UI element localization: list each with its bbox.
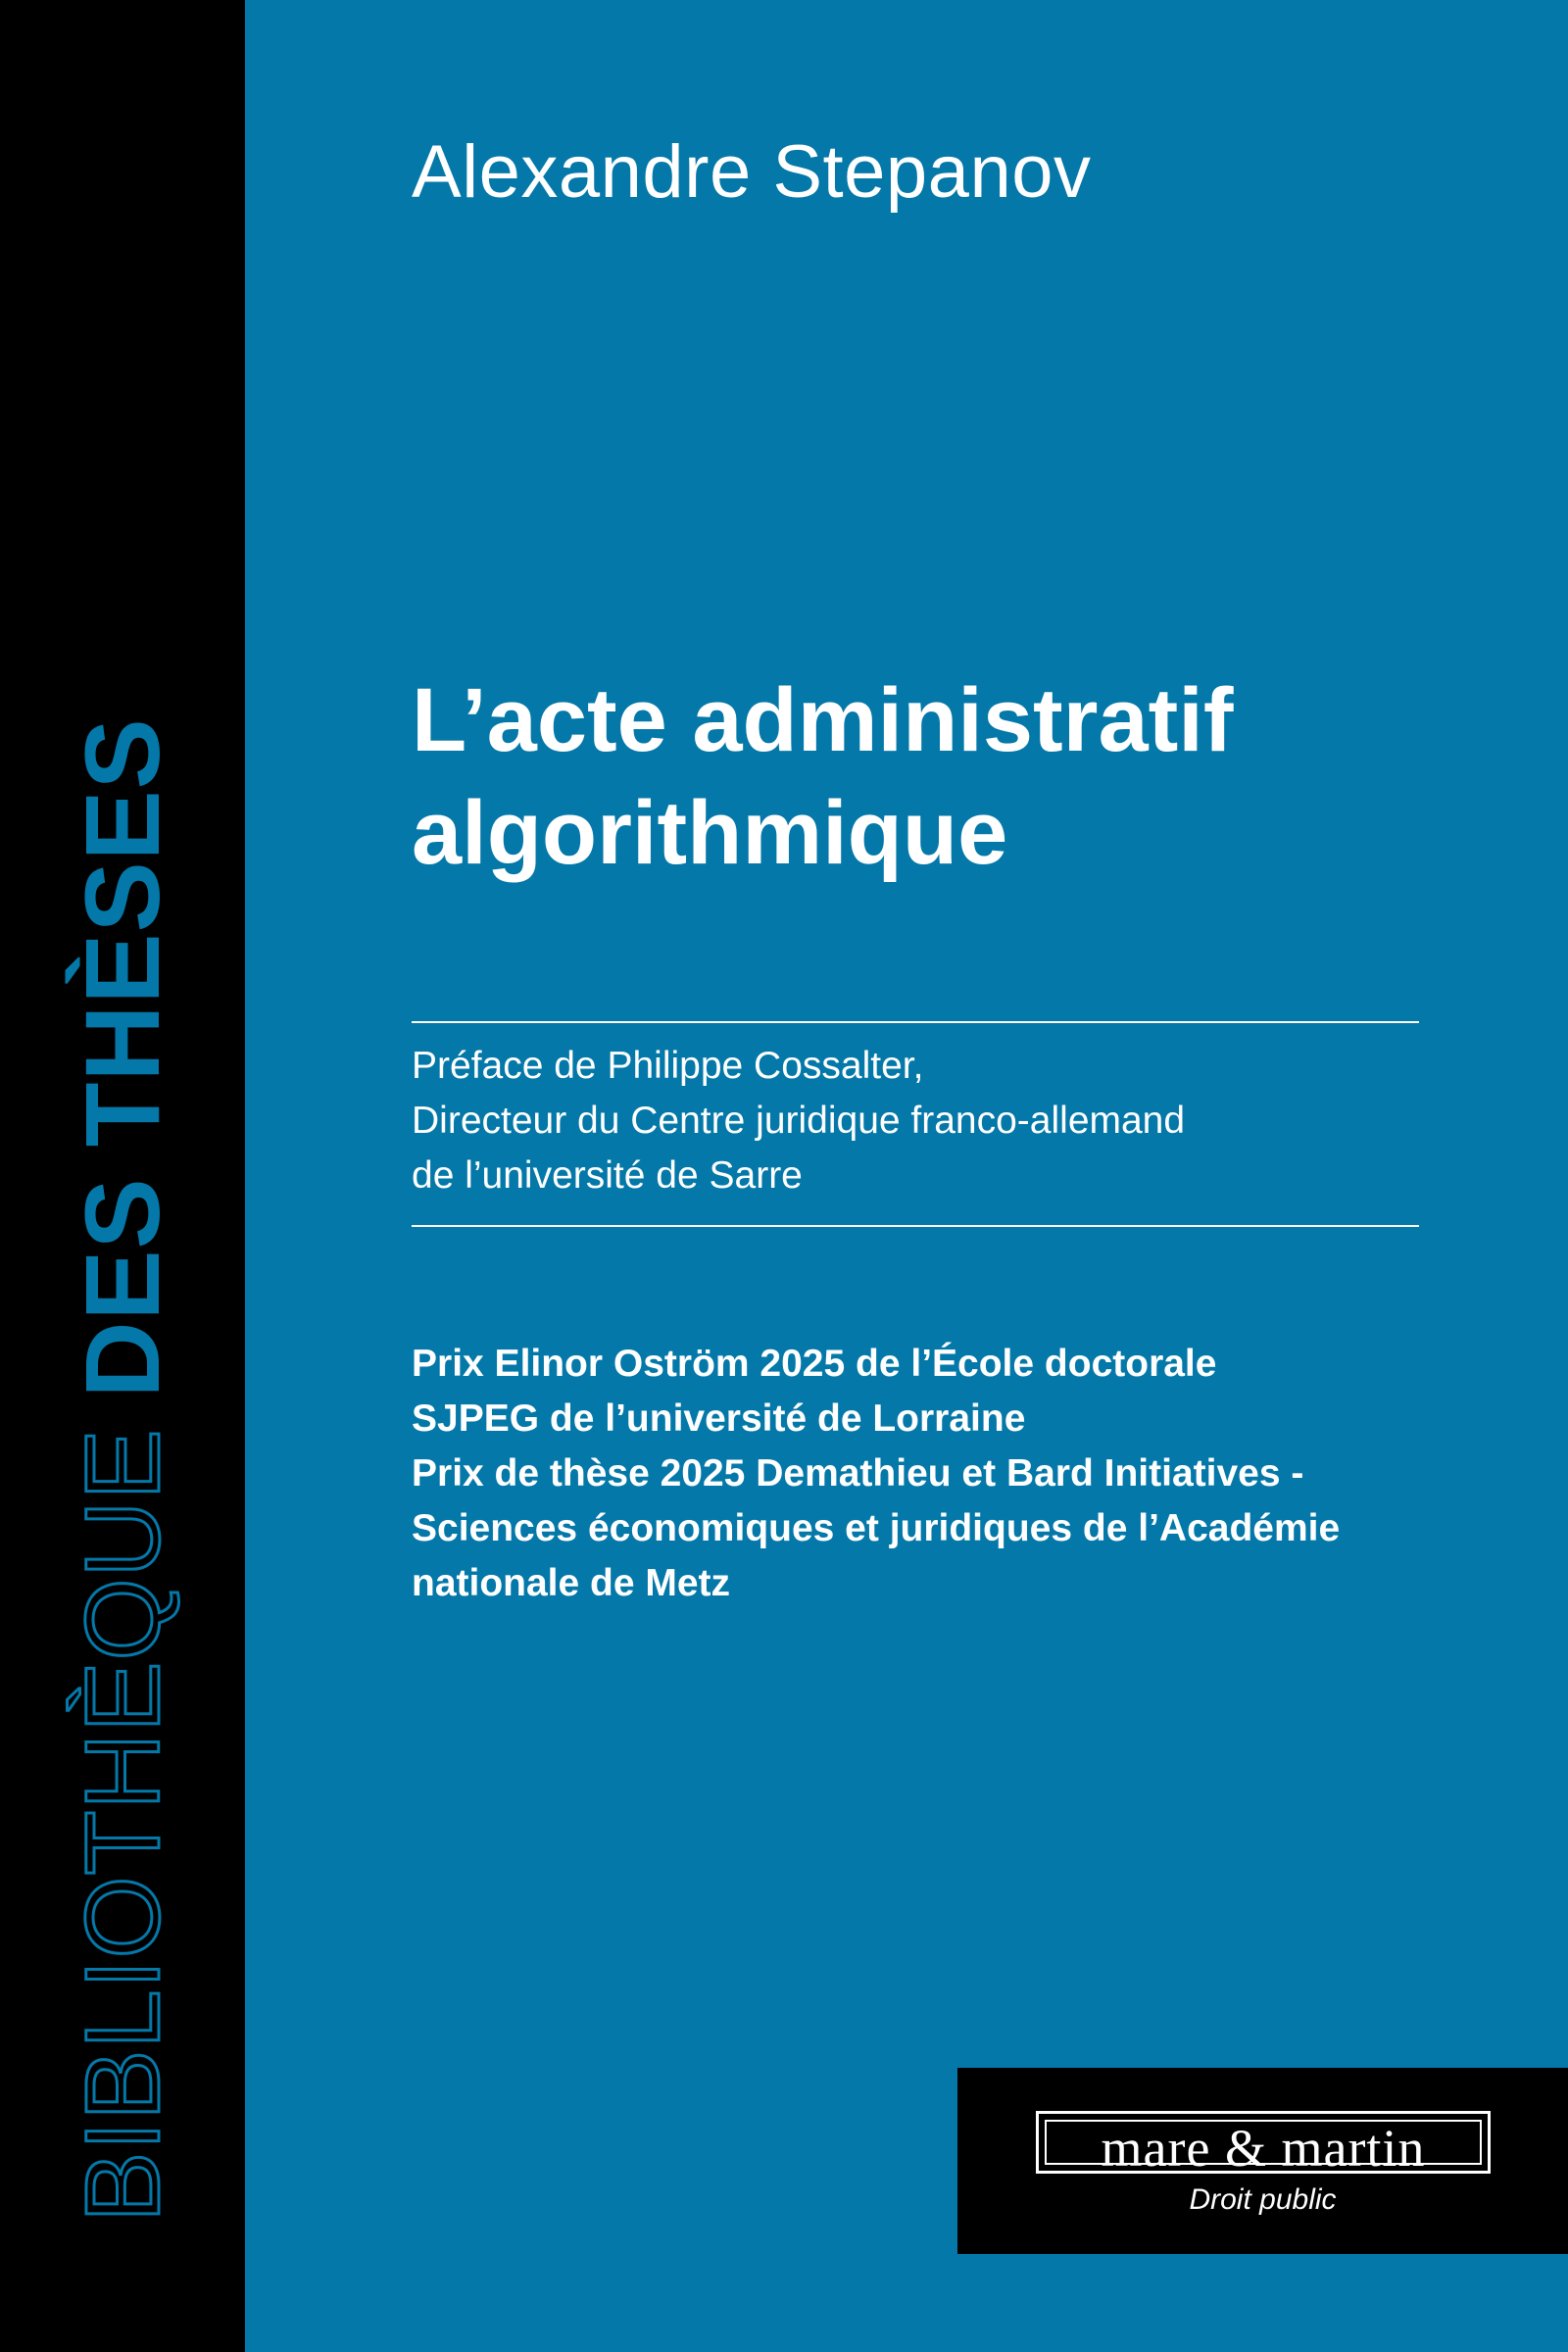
- prize-line-3: Prix de thèse 2025 Demathieu et Bard Initiatives -: [412, 1452, 1304, 1494]
- collection-name: Droit public: [1189, 2183, 1337, 2216]
- publisher-logo: [1036, 2111, 1491, 2178]
- divider-bottom: [412, 1225, 1419, 1227]
- prize-line-2: SJPEG de l’université de Lorraine: [412, 1397, 1026, 1440]
- book-spine-band: [0, 0, 245, 2352]
- preface-block: [412, 1039, 1185, 1203]
- preface-line-3: de l’université de Sarre: [412, 1154, 803, 1197]
- series-title: [63, 717, 181, 2223]
- prizes-block: [412, 1337, 1340, 1611]
- preface-line-2: Directeur du Centre juridique franco-allemand: [412, 1100, 1186, 1142]
- publisher-block: [957, 2068, 1568, 2254]
- title-line-1: L’acte administratif: [412, 670, 1234, 770]
- preface-line-1: Préface de Philippe Cossalter,: [412, 1045, 924, 1087]
- publisher-name: mare & martin: [1101, 2119, 1426, 2178]
- series-title-light: BIBLIOTHÈQUE: [63, 1428, 181, 2223]
- divider-top: [412, 1021, 1419, 1023]
- prize-line-4: Sciences économiques et juridiques de l’Académie: [412, 1507, 1341, 1549]
- prize-line-5: nationale de Metz: [412, 1562, 731, 1604]
- series-title-bold: DES THÈSES: [63, 717, 181, 1398]
- author-name: Alexandre Stepanov: [412, 130, 1092, 214]
- title-line-2: algorithmique: [412, 783, 1008, 883]
- book-title: [412, 664, 1233, 890]
- prize-line-1: Prix Elinor Oström 2025 de l’École doctorale: [412, 1343, 1217, 1385]
